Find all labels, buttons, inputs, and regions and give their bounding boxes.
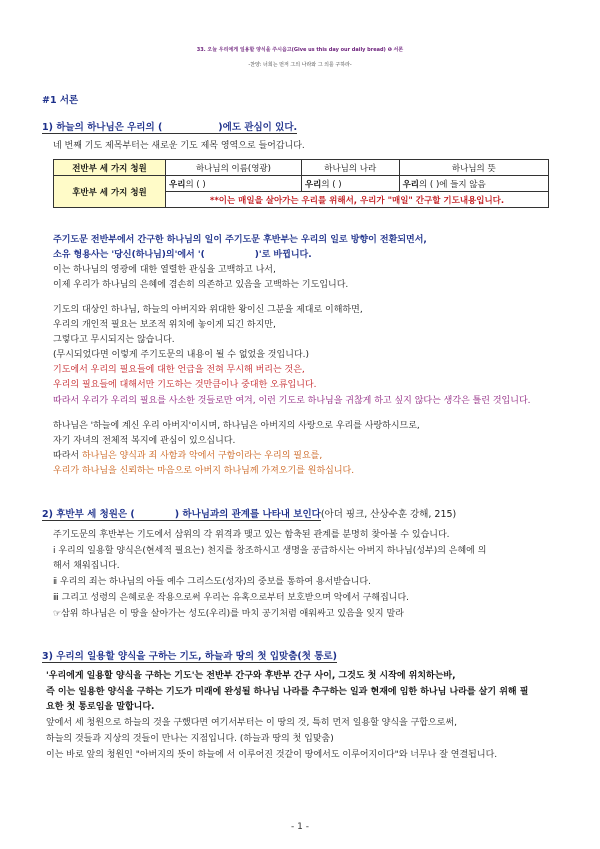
para2-line-4: (무시되었다면 이렇게 주기도문의 내용이 될 수 없었을 것입니다.)	[53, 350, 309, 360]
para2-line-3: 그렇다고 무시되지는 않습니다.	[53, 335, 175, 345]
row1-cell-2: 하나님의 나라	[301, 160, 399, 176]
para3-line-4: 우리가 하나님을 신뢰하는 마음으로 아버지 하나님께 가져오기를 원하십니다.	[53, 466, 355, 476]
section3-line-1: '우리에게 일용할 양식을 구하는 기도'는 전반부 간구와 후반부 간구 사이, 그것도 첫 시작에 위치하는바,	[46, 671, 456, 681]
page-subtitle: -찬양: 너희는 먼저 그의 나라와 그 의를 구하라-	[248, 62, 352, 68]
para2-line-5: 기도에서 우리의 필요들에 대한 언급을 전혀 무시해 버리는 것은,	[53, 365, 305, 375]
row2-cell-1	[166, 176, 302, 192]
section3-line-6: 이는 바로 앞의 청원인 "아버지의 뜻이 하늘에 서 이루어진 것같이 땅에서도 이루어지이다"와 너무나 잘 연결됩니다.	[46, 750, 498, 760]
row1-cell-3: 하나님의 뜻	[399, 160, 548, 176]
row2-cell-2-bold: 우리	[304, 179, 322, 190]
para2-line-2: 우리의 개인적 필요는 보조적 위치에 놓이게 되긴 하지만,	[53, 320, 276, 330]
section3-line-2: 즉 이는 일용한 양식을 구하는 기도가 미래에 완성될 하나님 나라를 추구하는 일과 현재에 임한 하나님 나라를 살기 위해 필	[46, 687, 529, 697]
para1-line-2	[53, 249, 312, 261]
page-number: - 1 -	[291, 822, 309, 832]
petition-table	[53, 159, 549, 208]
table-row	[54, 160, 549, 176]
heading-1	[42, 119, 297, 133]
section1-intro: 네 번째 기도 제목부터는 새로운 기도 제목 영역으로 들어갑니다.	[53, 141, 305, 151]
section2-line-6: ☞삼위 하나님은 이 땅을 살아가는 성도(우리)를 마치 공기처럼 애워싸고 있음을 잊지 말라	[53, 609, 404, 619]
row2-cell-3-bold: 우리	[402, 179, 420, 190]
para1-line-2-a: 소유 형용사는 '당신(하나님)의'에서 '(	[53, 250, 205, 260]
heading-2-part-b: ) 하나님과의 관계를 나타내 보인다	[174, 509, 321, 520]
para2-line-6: 우리의 필요들에 대해서만 기도하는 것만큼이나 중대한 오류입니다.	[53, 380, 317, 390]
row2-cell-3-rest: 의 ( )에 들지 않음	[419, 179, 486, 190]
table-row	[54, 176, 549, 192]
section3-line-5: 하늘의 것들과 지상의 것들이 만나는 지점입니다. (하늘과 땅의 첫 입맞춤)	[46, 734, 334, 744]
row1-cell-1: 하나님의 이름(영광)	[166, 160, 302, 176]
heading-2-part-a: 2) 후반부 세 청원은 (	[42, 509, 135, 520]
row2-cell-2-rest: 의 ( )	[321, 179, 342, 190]
para1-line-3: 이는 하나님의 영광에 대한 열렬한 관심을 고백하고 나서,	[53, 265, 276, 275]
section2-line-2: ⅰ 우리의 일용할 양식은(현세적 필요는) 천지를 창조하시고 생명을 공급하시는 아버지 하나님(성부)의 은혜에 의	[53, 546, 487, 556]
para3-line-1: 하나님은 '하늘에 계신 우리 아버지'이시며, 하나님은 아버지의 사랑으로 우리를 사랑하시므로,	[53, 421, 420, 431]
para3-line-3-a: 따라서	[53, 451, 82, 461]
section2-line-3: 해서 채워집니다.	[53, 561, 120, 571]
row1-label: 전반부 세 가지 청원	[54, 160, 166, 176]
row2-cell-3	[399, 176, 548, 192]
row2-cell-1-bold: 우리	[169, 179, 186, 190]
para1-line-2-b: )'로 바뀝니다.	[254, 250, 312, 260]
heading-1-part-b: )에도 관심이 있다.	[218, 122, 298, 133]
para3-line-3-b: 하나님은 양식과 죄 사함과 악에서 구함이라는 우리의 필요를,	[81, 451, 323, 461]
section3-line-3: 요한 첫 통로임을 말합니다.	[46, 702, 155, 712]
heading-2	[42, 506, 456, 520]
table-note: **이는 매일을 살아가는 우리를 위해서, 우리가 "매일" 간구할 기도내용입니다.	[166, 192, 549, 208]
page-title: 33. 오늘 우리에게 일용할 양식을 주시옵고(Give us this day our daily bread) ❶ 서론	[196, 47, 404, 53]
section2-line-1: 주기도문의 후반부는 기도에서 삼위의 각 위격과 맺고 있는 함축된 관계를 분명히 찾아볼 수 있습니다.	[53, 530, 450, 540]
section3-line-4: 앞에서 세 청원으로 하늘의 것을 구했다면 여기서부터는 이 땅의 것, 특히 먼저 일용할 양식을 구합으로써,	[46, 718, 457, 728]
para3-line-2: 자기 자녀의 전체적 복지에 관심이 있으십니다.	[53, 436, 236, 446]
para1-line-4: 이제 우리가 하나님의 은혜에 겸손히 의존하고 있음을 고백하는 기도입니다.	[53, 280, 349, 290]
row2-cell-1-rest: 의 ( )	[185, 179, 206, 190]
para2-line-1: 기도의 대상인 하나님, 하늘의 아버지와 위대한 왕이신 그분을 제대로 이해하면,	[53, 305, 363, 315]
row2-cell-2	[301, 176, 399, 192]
para3-line-3	[53, 450, 322, 462]
row2-label: 후반부 세 가지 청원	[54, 176, 166, 208]
heading-3-text: 3) 우리의 일용할 양식을 구하는 기도, 하늘과 땅의 첫 입맞춤(첫 통로)	[42, 651, 337, 662]
para2-line-7: 따라서 우리가 우리의 필요를 사소한 것들로만 여겨, 이런 기도로 하나님을 귀찮게 하고 싶지 않다는 생각은 틀린 것입니다.	[53, 396, 531, 406]
heading-3	[42, 648, 337, 662]
heading-2-source: (아더 핑크, 산상수훈 강해, 215)	[320, 509, 457, 520]
section2-line-5: ⅲ 그리고 성령의 은혜로운 작용으로써 우리는 유혹으로부터 보호받으며 악에서 구해집니다.	[53, 593, 410, 603]
section-label: #1 서론	[42, 95, 79, 106]
section2-line-4: ⅱ 우리의 죄는 하나님의 아들 예수 그리스도(성자)의 중보를 통하여 용서받습니다.	[53, 577, 371, 587]
para1-line-1: 주기도문 전반부에서 간구한 하나님의 일이 주기도문 후반부는 우리의 일로 방향이 전환되면서,	[53, 235, 427, 245]
heading-1-part-a: 1) 하늘의 하나님은 우리의 (	[42, 122, 163, 133]
